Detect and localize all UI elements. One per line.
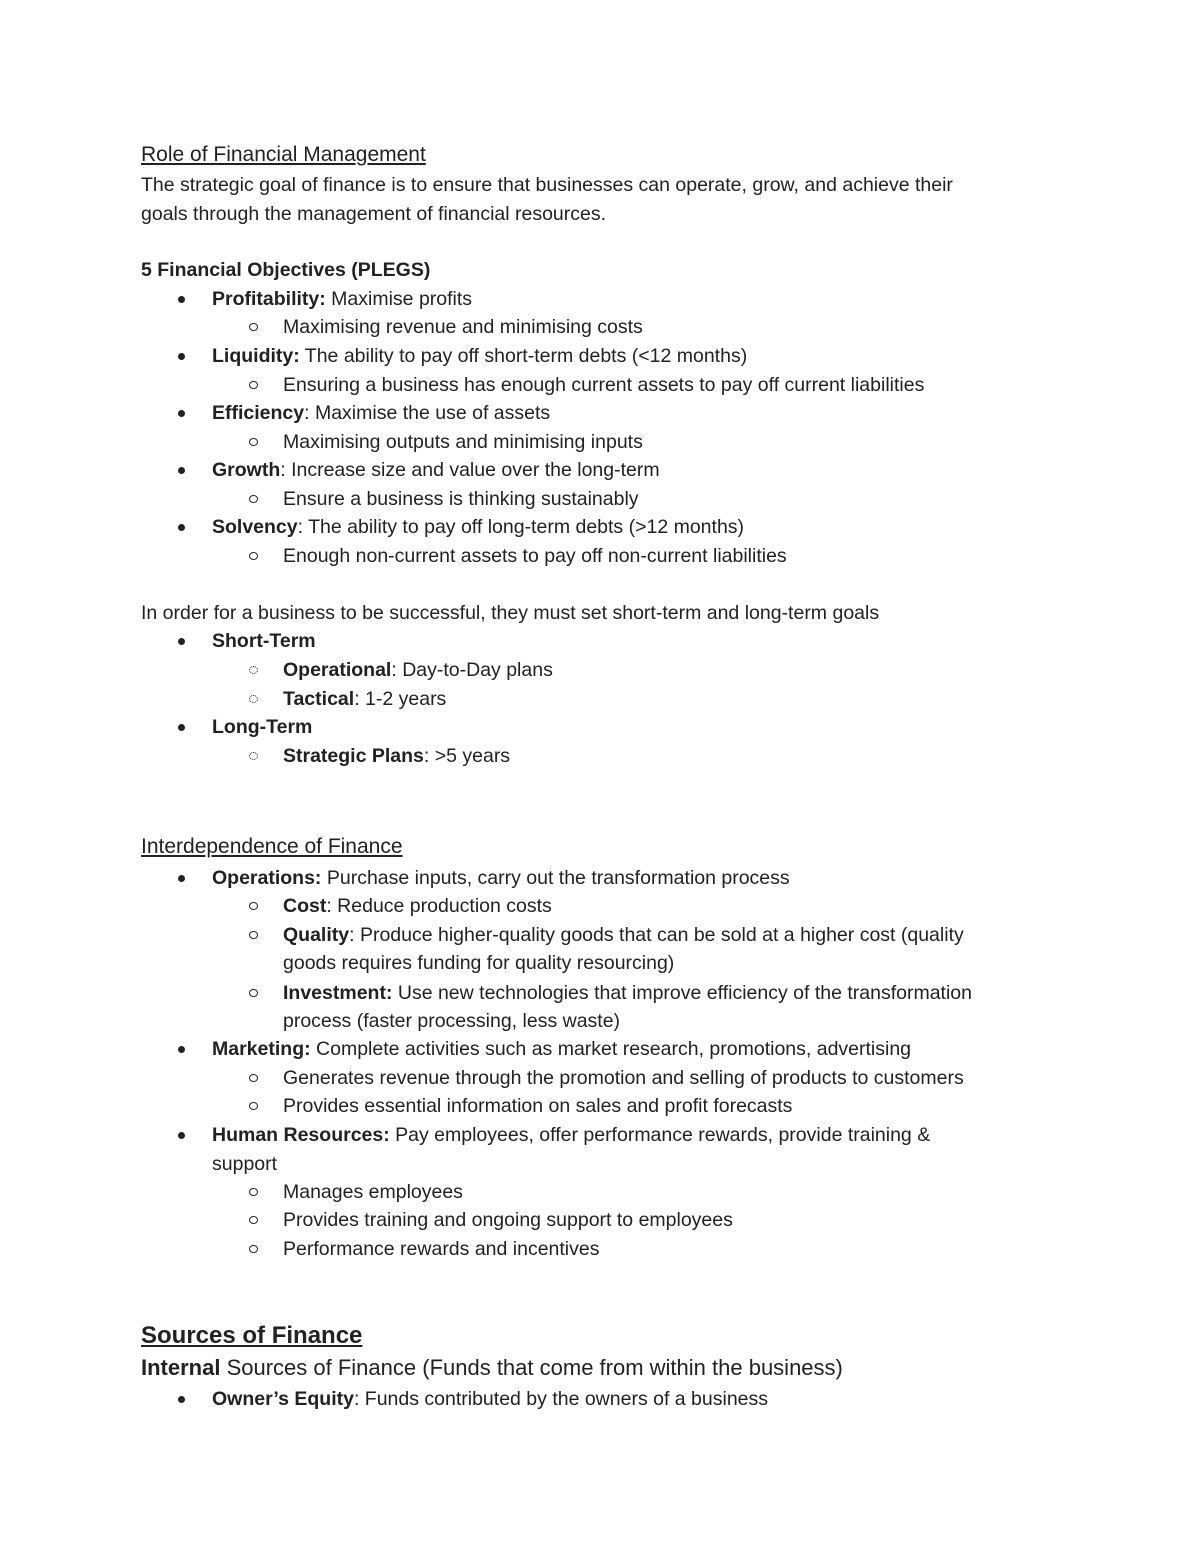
list-subitem: Enough non-current assets to pay off non-current liabilities xyxy=(283,545,787,567)
intro-text: goals through the management of financial resources. xyxy=(141,203,607,225)
list-subitem: Ensure a business is thinking sustainably xyxy=(283,488,639,510)
list-subitem-continued: goods requires funding for quality resourcing) xyxy=(283,952,675,974)
list-subitem: Investment: Use new technologies that improve efficiency of the transformation xyxy=(283,982,972,1004)
dotted-bullet-icon xyxy=(249,695,258,703)
circle-bullet-icon xyxy=(249,323,258,331)
list-subitem-continued: process (faster processing, less waste) xyxy=(283,1010,621,1032)
goals-intro: In order for a business to be successful, they must set short-term and long-term goals xyxy=(141,602,880,624)
bullet-icon xyxy=(178,524,185,531)
list-item: Liquidity: The ability to pay off short-term debts (<12 months) xyxy=(212,345,748,367)
list-subitem: Maximising revenue and minimising costs xyxy=(283,316,643,338)
list-item: Owner’s Equity: Funds contributed by the owners of a business xyxy=(212,1388,769,1410)
list-item: Profitability: Maximise profits xyxy=(212,288,473,310)
list-item: Short-Term xyxy=(212,630,316,652)
list-item: Growth: Increase size and value over the long-term xyxy=(212,459,660,481)
internal-sources-line: Internal Sources of Finance (Funds that come from within the business) xyxy=(141,1355,843,1380)
intro-text: The strategic goal of finance is to ensure that businesses can operate, grow, and achieve their xyxy=(141,174,953,196)
section-title-interdependence: Interdependence of Finance xyxy=(141,835,403,858)
list-subitem: Provides training and ongoing support to employees xyxy=(283,1209,733,1231)
bullet-icon xyxy=(178,724,185,731)
circle-bullet-icon xyxy=(249,931,258,939)
section-title-role: Role of Financial Management xyxy=(141,143,426,166)
circle-bullet-icon xyxy=(249,989,258,997)
list-subitem: Manages employees xyxy=(283,1181,463,1203)
circle-bullet-icon xyxy=(249,552,258,560)
list-subitem: Tactical: 1-2 years xyxy=(283,688,447,710)
list-subitem: Maximising outputs and minimising inputs xyxy=(283,431,643,453)
bullet-icon xyxy=(178,1046,185,1053)
circle-bullet-icon xyxy=(249,1245,258,1253)
list-item: Long-Term xyxy=(212,716,313,738)
circle-bullet-icon xyxy=(249,1216,258,1224)
objectives-heading: 5 Financial Objectives (PLEGS) xyxy=(141,259,431,281)
circle-bullet-icon xyxy=(249,1102,258,1110)
bullet-icon xyxy=(178,353,185,360)
bullet-icon xyxy=(178,467,185,474)
bullet-icon xyxy=(178,410,185,417)
list-item: Operations: Purchase inputs, carry out the transformation process xyxy=(212,867,790,889)
bullet-icon xyxy=(178,1396,185,1403)
circle-bullet-icon xyxy=(249,902,258,910)
list-item: Marketing: Complete activities such as market research, promotions, advertising xyxy=(212,1038,912,1060)
circle-bullet-icon xyxy=(249,1074,258,1082)
bullet-icon xyxy=(178,875,185,882)
list-item: Efficiency: Maximise the use of assets xyxy=(212,402,551,424)
list-subitem: Performance rewards and incentives xyxy=(283,1238,600,1260)
bullet-icon xyxy=(178,296,185,303)
bullet-icon xyxy=(178,638,185,645)
list-subitem: Operational: Day-to-Day plans xyxy=(283,659,553,681)
bullet-icon xyxy=(178,1132,185,1139)
dotted-bullet-icon xyxy=(249,752,258,760)
circle-bullet-icon xyxy=(249,381,258,389)
list-subitem: Generates revenue through the promotion and selling of products to customers xyxy=(283,1067,964,1089)
list-subitem: Quality: Produce higher-quality goods that can be sold at a higher cost (quality xyxy=(283,924,964,946)
section-title-sources: Sources of Finance xyxy=(141,1322,363,1349)
list-item-continued: support xyxy=(212,1153,278,1175)
list-item: Human Resources: Pay employees, offer performance rewards, provide training & xyxy=(212,1124,931,1146)
circle-bullet-icon xyxy=(249,1188,258,1196)
dotted-bullet-icon xyxy=(249,666,258,674)
list-item: Solvency: The ability to pay off long-term debts (>12 months) xyxy=(212,516,745,538)
circle-bullet-icon xyxy=(249,438,258,446)
circle-bullet-icon xyxy=(249,495,258,503)
list-subitem: Cost: Reduce production costs xyxy=(283,895,552,917)
list-subitem: Ensuring a business has enough current assets to pay off current liabilities xyxy=(283,374,925,396)
list-subitem: Strategic Plans: >5 years xyxy=(283,745,511,767)
list-subitem: Provides essential information on sales and profit forecasts xyxy=(283,1095,793,1117)
